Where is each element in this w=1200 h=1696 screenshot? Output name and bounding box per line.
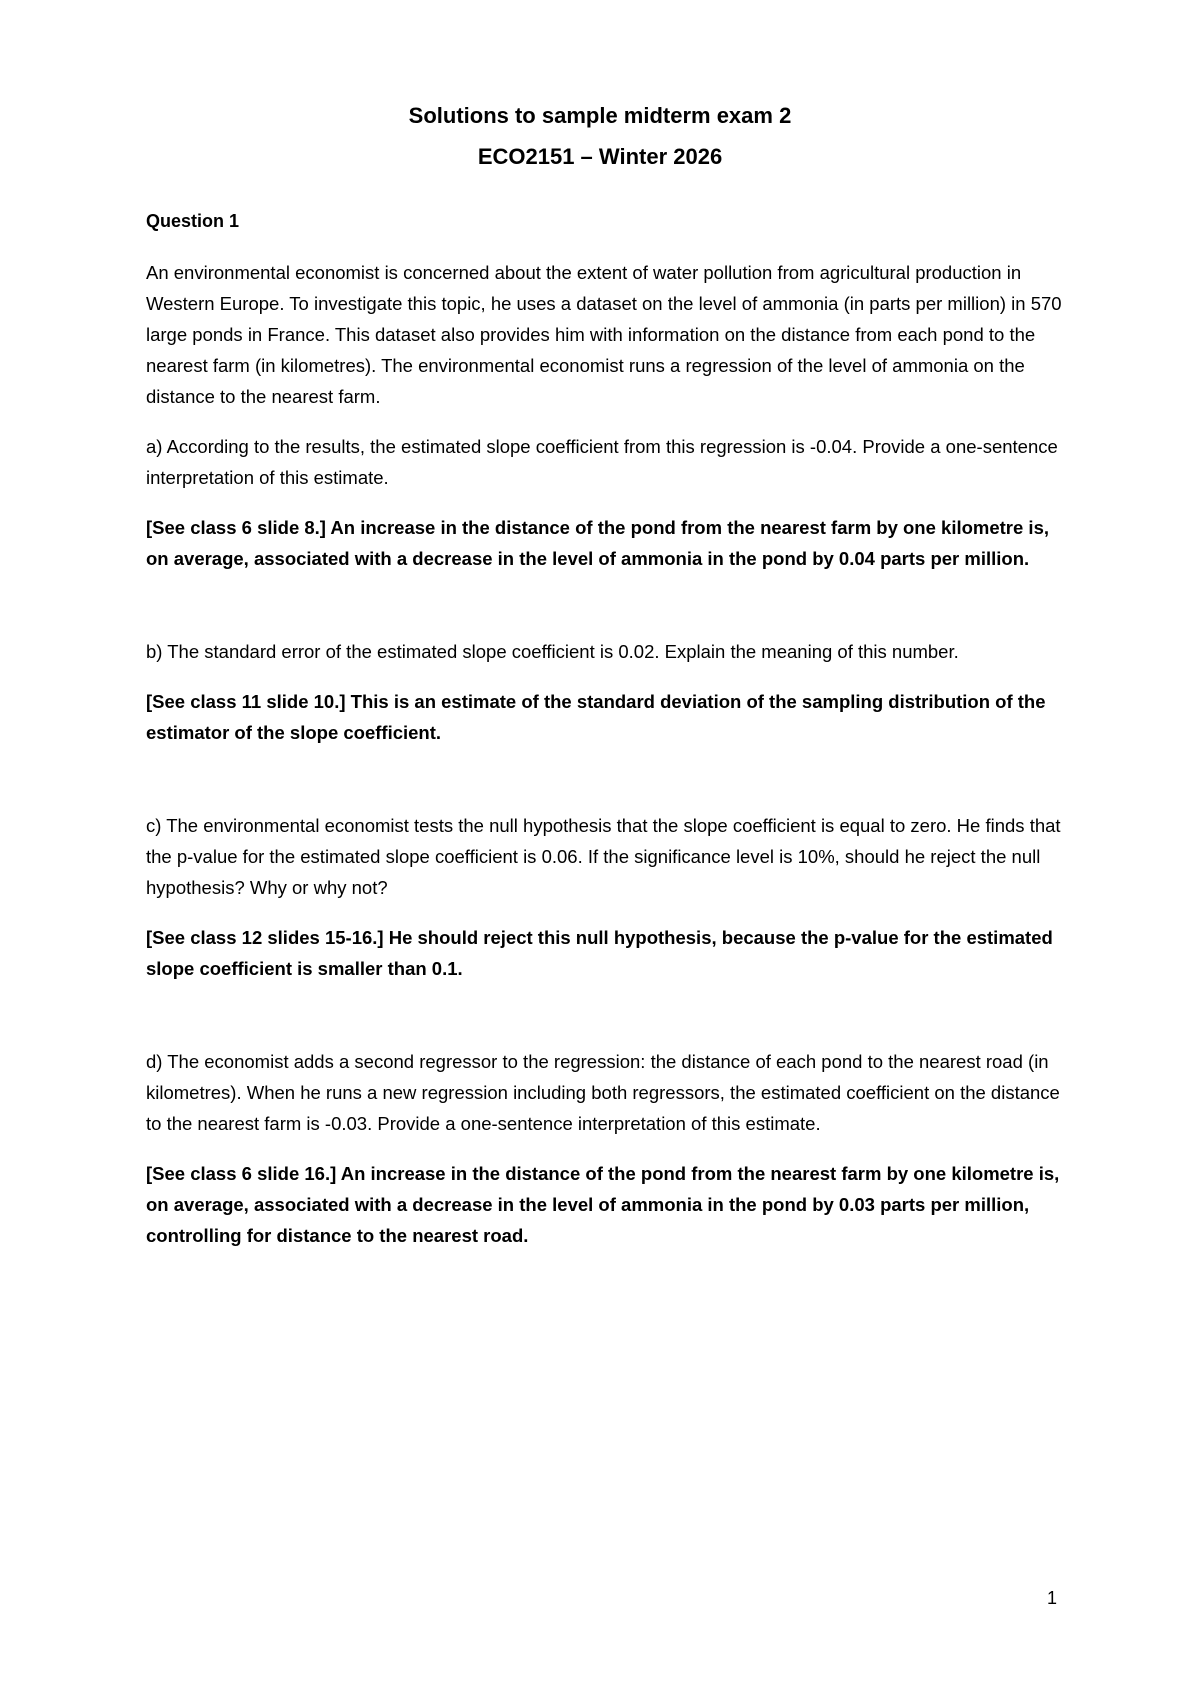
part-a-question: a) According to the results, the estimated slope coefficient from this regression is -0.04. Provide a one-sentence interpretation of this estimate. <box>146 436 1058 488</box>
part-a-answer: [See class 6 slide 8.] An increase in the distance of the pond from the nearest farm by one kilometre is, on average, associated with a decrease in the level of ammonia in the pond by 0.04 parts per million. <box>146 517 1050 569</box>
part-c-answer: [See class 12 slides 15-16.] He should reject this null hypothesis, because the p-value for the estimated slope coefficient is smaller than 0.1. <box>146 927 1053 979</box>
course-subtitle: ECO2151 – Winter 2026 <box>477 144 723 169</box>
spacer <box>146 984 1066 1046</box>
question-1-section <box>146 206 1066 1251</box>
part-d <box>146 1046 1066 1251</box>
part-d-answer: [See class 6 slide 16.] An increase in the distance of the pond from the nearest farm by one kilometre is, on average, associated with a decrease in the level of ammonia in the pond by 0.03 parts per million, controlling for distance to the nearest road. <box>146 1163 1060 1246</box>
part-b-answer: [See class 11 slide 10.] This is an estimate of the standard deviation of the sampling distribution of the estimator of the slope coefficient. <box>146 691 1046 743</box>
spacer <box>146 748 1066 810</box>
part-d-question: d) The economist adds a second regressor to the regression: the distance of each pond to the nearest road (in kilometres). When he runs a new regression including both regressors, the estimated coefficient on the distance to the nearest farm is -0.03. Provide a one-sentence interpretation of this estimate. <box>146 1051 1060 1134</box>
part-b-question: b) The standard error of the estimated slope coefficient is 0.02. Explain the meaning of this number. <box>146 641 959 662</box>
part-b <box>146 636 1066 748</box>
part-a <box>146 431 1066 574</box>
question-heading: Question 1 <box>146 211 240 231</box>
page-number: 1 <box>1046 1588 1057 1608</box>
part-c <box>146 810 1066 984</box>
question-intro: An environmental economist is concerned about the extent of water pollution from agricultural production in Western Europe. To investigate this topic, he uses a dataset on the level of ammonia (in parts per million) in 570 large ponds in France. This dataset also provides him with information on the distance from each pond to the nearest farm (in kilometres). The environmental economist runs a regression of the level of ammonia on the distance to the nearest farm. <box>146 262 1062 407</box>
document-title: Solutions to sample midterm exam 2 <box>408 103 792 128</box>
spacer <box>146 574 1066 636</box>
part-c-question: c) The environmental economist tests the null hypothesis that the slope coefficient is equal to zero. He finds that the p-value for the estimated slope coefficient is 0.06. If the significance level is 10%, should he reject the null hypothesis? Why or why not? <box>146 815 1061 898</box>
